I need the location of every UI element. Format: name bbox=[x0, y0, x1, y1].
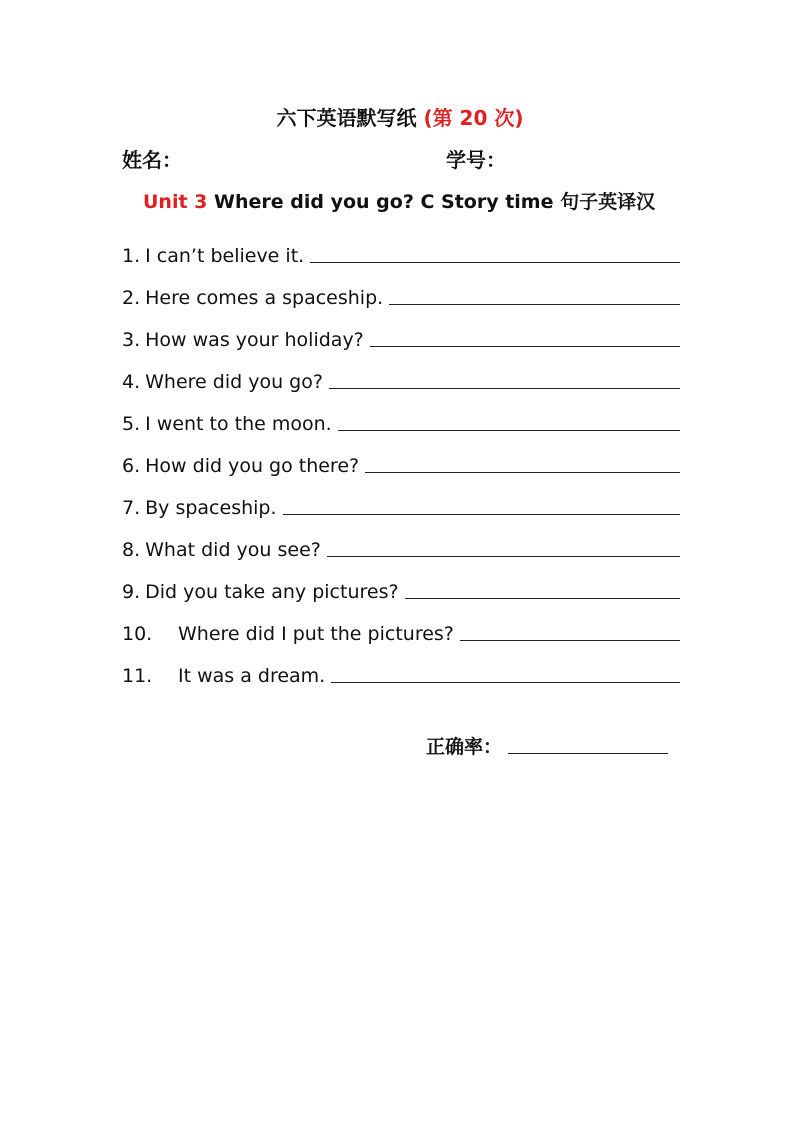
answer-line[interactable] bbox=[389, 303, 680, 305]
answer-line[interactable] bbox=[310, 261, 680, 263]
question-item bbox=[122, 228, 680, 270]
unit-label: Unit 3 bbox=[143, 191, 208, 213]
accuracy-line[interactable] bbox=[508, 752, 668, 754]
question-item bbox=[122, 354, 680, 396]
question-number: 6. bbox=[122, 455, 141, 477]
question-text: Here comes a spaceship. bbox=[145, 287, 384, 309]
question-text: How was your holiday? bbox=[145, 329, 364, 351]
question-number: 7. bbox=[122, 497, 141, 519]
question-item bbox=[122, 522, 680, 564]
title-count: (第 20 次) bbox=[423, 106, 524, 130]
question-text: What did you see? bbox=[145, 539, 321, 561]
question-item bbox=[122, 480, 680, 522]
question-text: It was a dream. bbox=[178, 665, 326, 687]
question-item bbox=[122, 438, 680, 480]
question-text: I can’t believe it. bbox=[145, 245, 305, 267]
question-list bbox=[122, 228, 680, 690]
question-text: How did you go there? bbox=[145, 455, 360, 477]
unit-heading-text: Where did you go? C Story time 句子英译汉 bbox=[214, 191, 656, 213]
accuracy-section bbox=[426, 733, 668, 761]
answer-line[interactable] bbox=[370, 345, 680, 347]
question-item bbox=[122, 606, 680, 648]
question-text: Where did I put the pictures? bbox=[178, 623, 454, 645]
student-number-label: 学号： bbox=[446, 148, 506, 172]
question-number: 3. bbox=[122, 329, 141, 351]
answer-line[interactable] bbox=[460, 639, 680, 641]
question-number: 11. bbox=[122, 665, 153, 687]
accuracy-label: 正确率： bbox=[426, 736, 503, 758]
question-item bbox=[122, 564, 680, 606]
name-label: 姓名： bbox=[122, 148, 182, 172]
worksheet-title bbox=[0, 104, 800, 132]
question-item bbox=[122, 396, 680, 438]
question-number: 2. bbox=[122, 287, 141, 309]
answer-line[interactable] bbox=[338, 429, 680, 431]
question-number: 10. bbox=[122, 623, 153, 645]
question-item bbox=[122, 312, 680, 354]
question-text: Where did you go? bbox=[145, 371, 323, 393]
answer-line[interactable] bbox=[331, 681, 680, 683]
title-main: 六下英语默写纸 bbox=[276, 106, 417, 130]
question-item bbox=[122, 270, 680, 312]
question-text: Did you take any pictures? bbox=[145, 581, 399, 603]
question-item bbox=[122, 648, 680, 690]
question-text: I went to the moon. bbox=[145, 413, 332, 435]
answer-line[interactable] bbox=[329, 387, 680, 389]
answer-line[interactable] bbox=[405, 597, 680, 599]
question-number: 9. bbox=[122, 581, 141, 603]
question-number: 5. bbox=[122, 413, 141, 435]
question-number: 8. bbox=[122, 539, 141, 561]
question-number: 4. bbox=[122, 371, 141, 393]
answer-line[interactable] bbox=[283, 513, 680, 515]
unit-heading bbox=[143, 188, 655, 216]
question-text: By spaceship. bbox=[145, 497, 277, 519]
answer-line[interactable] bbox=[327, 555, 680, 557]
answer-line[interactable] bbox=[365, 471, 680, 473]
question-number: 1. bbox=[122, 245, 141, 267]
